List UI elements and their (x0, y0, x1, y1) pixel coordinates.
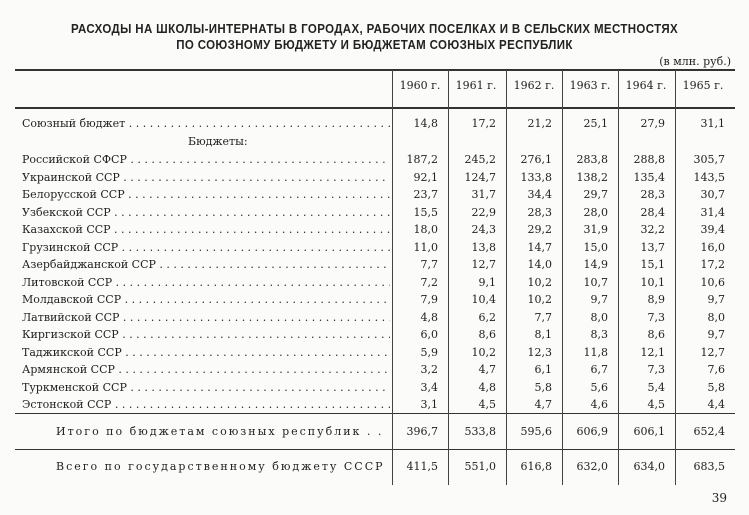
cell-value: 7,9 (420, 293, 438, 306)
page-number: 39 (711, 491, 727, 505)
total-value: 606,9 (576, 425, 608, 438)
total-label: Всего по государственному бюджету СССР . . . (56, 460, 390, 473)
cell-value: 10,2 (527, 275, 552, 289)
column-header: 1961 г. (455, 79, 497, 92)
column-header: 1963 г. (569, 79, 611, 92)
cell-value: 6,1 (534, 363, 552, 376)
cell-value: 92,1 (413, 170, 438, 184)
cell-value: 5,4 (647, 380, 665, 394)
total-value: 616,8 (520, 460, 552, 473)
cell-value: 31,4 (700, 205, 725, 219)
cell-value: 6,7 (590, 363, 608, 376)
total-value: 411,5 (406, 460, 438, 473)
total-value: 396,7 (406, 425, 438, 438)
cell-value: 25,1 (583, 117, 608, 130)
column-divider (448, 70, 449, 485)
cell-value: 143,5 (693, 170, 725, 184)
row-label: Казахской ССР . . . (22, 223, 390, 236)
cell-value: 135,4 (633, 170, 665, 184)
cell-value: 138,2 (576, 170, 608, 184)
cell-value: 8,3 (590, 328, 608, 341)
column-header: 1960 г. (399, 79, 441, 92)
column-header: 1962 г. (513, 79, 555, 92)
row-label: Азербайджанской ССР . . . (22, 258, 390, 271)
cell-value: 17,2 (471, 117, 496, 130)
cell-value: 14,7 (527, 240, 552, 254)
cell-value: 6,0 (420, 328, 438, 341)
cell-value: 12,3 (527, 345, 552, 359)
cell-value: 12,1 (640, 345, 665, 359)
cell-value: 13,8 (471, 240, 496, 254)
cell-value: 4,7 (478, 363, 496, 376)
cell-value: 8,1 (534, 328, 552, 341)
cell-value: 27,9 (640, 117, 665, 130)
cell-value: 15,5 (413, 205, 438, 219)
row-label: Молдавской ССР . . . (22, 293, 390, 306)
cell-value: 7,3 (647, 310, 665, 324)
cell-value: 14,8 (413, 117, 438, 130)
cell-value: 29,2 (527, 223, 552, 236)
title-line-1: РАСХОДЫ НА ШКОЛЫ-ИНТЕРНАТЫ В ГОРОДАХ, РАБОЧИХ ПОСЕЛКАХ И В СЕЛЬСКИХ МЕСТНОСТЯХ (70, 22, 679, 36)
cell-value: 133,8 (520, 170, 552, 184)
cell-value: 11,0 (413, 240, 438, 254)
cell-value: 10,4 (471, 293, 496, 306)
cell-value: 14,9 (583, 258, 608, 271)
header-rule (15, 107, 735, 109)
cell-value: 15,0 (583, 240, 608, 254)
cell-value: 9,7 (707, 293, 725, 306)
cell-value: 305,7 (693, 153, 725, 166)
cell-value: 4,6 (590, 398, 608, 411)
column-divider (618, 70, 619, 485)
cell-value: 13,7 (640, 240, 665, 254)
cell-value: 9,7 (590, 293, 608, 306)
row-label: Литовской ССР . . . (22, 276, 390, 289)
cell-value: 187,2 (406, 153, 438, 166)
total-rule (15, 449, 735, 450)
row-label: Союзный бюджет . . . (22, 117, 390, 130)
cell-value: 4,5 (478, 398, 496, 411)
total-value: 683,5 (693, 460, 725, 473)
cell-value: 4,8 (478, 380, 496, 394)
row-label: Украинской ССР . . . (22, 171, 390, 184)
cell-value: 12,7 (700, 345, 725, 359)
total-value: 551,0 (464, 460, 496, 473)
column-divider (506, 70, 507, 485)
cell-value: 124,7 (464, 170, 496, 184)
cell-value: 3,1 (420, 398, 438, 411)
row-label: Российской СФСР . . . (22, 153, 390, 166)
total-value: 652,4 (693, 425, 725, 438)
cell-value: 3,2 (420, 363, 438, 376)
cell-value: 24,3 (471, 223, 496, 236)
cell-value: 28,4 (640, 205, 665, 219)
cell-value: 8,6 (478, 328, 496, 341)
cell-value: 28,0 (583, 205, 608, 219)
cell-value: 5,8 (707, 380, 725, 394)
total-value: 634,0 (633, 460, 665, 473)
cell-value: 283,8 (576, 153, 608, 166)
cell-value: 5,6 (590, 380, 608, 394)
cell-value: 3,4 (420, 380, 438, 394)
cell-value: 4,8 (420, 310, 438, 324)
total-value: 632,0 (576, 460, 608, 473)
cell-value: 31,9 (583, 223, 608, 236)
cell-value: 4,5 (647, 398, 665, 411)
cell-value: 4,7 (534, 398, 552, 411)
cell-value: 28,3 (527, 205, 552, 219)
cell-value: 7,7 (420, 258, 438, 271)
row-label: Грузинской ССР . . . (22, 241, 390, 254)
cell-value: 10,1 (640, 275, 665, 289)
cell-value: 31,7 (471, 188, 496, 201)
cell-value: 10,2 (527, 293, 552, 306)
cell-value: 21,2 (527, 117, 552, 130)
total-value: 533,8 (464, 425, 496, 438)
cell-value: 245,2 (464, 153, 496, 166)
cell-value: 17,2 (700, 258, 725, 271)
cell-value: 22,9 (471, 205, 496, 219)
total-value: 606,1 (633, 425, 665, 438)
cell-value: 7,7 (534, 310, 552, 324)
cell-value: 31,1 (700, 117, 725, 130)
row-label: Узбекской ССР . . . (22, 206, 390, 219)
cell-value: 16,0 (700, 240, 725, 254)
cell-value: 15,1 (640, 258, 665, 271)
cell-value: 8,6 (647, 328, 665, 341)
cell-value: 8,0 (707, 310, 725, 324)
row-label: Латвийской ССР . . . (22, 311, 390, 324)
total-label: Итого по бюджетам союзных республик . . . (56, 425, 390, 438)
cell-value: 30,7 (700, 188, 725, 201)
cell-value: 5,8 (534, 380, 552, 394)
cell-value: 23,7 (413, 188, 438, 201)
total-value: 595,6 (520, 425, 552, 438)
cell-value: 5,9 (420, 345, 438, 359)
cell-value: 7,3 (647, 363, 665, 376)
cell-value: 9,1 (478, 275, 496, 289)
cell-value: 288,8 (633, 153, 665, 166)
units-note: (в млн. руб.) (659, 55, 731, 68)
cell-value: 14,0 (527, 258, 552, 271)
cell-value: 10,2 (471, 345, 496, 359)
subtotal-rule (15, 413, 735, 414)
table-top-rule (15, 69, 735, 71)
row-label: Эстонской ССР . . . (22, 398, 390, 411)
cell-value: 10,6 (700, 275, 725, 289)
cell-value: 10,7 (583, 275, 608, 289)
cell-value: 34,4 (527, 188, 552, 201)
column-divider (675, 70, 676, 485)
column-divider (392, 70, 393, 485)
row-label: Белорусской ССР . . . (22, 188, 390, 201)
cell-value: 7,2 (420, 275, 438, 289)
title-line-2: ПО СОЮЗНОМУ БЮДЖЕТУ И БЮДЖЕТАМ СОЮЗНЫХ РЕСПУБЛИК (176, 38, 573, 52)
cell-value: 7,6 (707, 363, 725, 376)
cell-value: 6,2 (478, 310, 496, 324)
cell-value: 28,3 (640, 188, 665, 201)
cell-value: 18,0 (413, 223, 438, 236)
cell-value: 32,2 (640, 223, 665, 236)
cell-value: 12,7 (471, 258, 496, 271)
row-label: Киргизской ССР . . . (22, 328, 390, 341)
column-divider (562, 70, 563, 485)
cell-value: 8,0 (590, 310, 608, 324)
row-label: Армянской ССР . . . (22, 363, 390, 376)
subheader: Бюджеты: (188, 135, 248, 148)
cell-value: 8,9 (647, 293, 665, 306)
row-label: Таджикской ССР . . . (22, 346, 390, 359)
cell-value: 276,1 (520, 153, 552, 166)
cell-value: 11,8 (583, 345, 608, 359)
cell-value: 29,7 (583, 188, 608, 201)
column-header: 1964 г. (625, 79, 667, 92)
column-header: 1965 г. (682, 79, 724, 92)
cell-value: 39,4 (700, 223, 725, 236)
cell-value: 4,4 (707, 398, 725, 411)
row-label: Туркменской ССР . . . (22, 381, 390, 394)
cell-value: 9,7 (707, 328, 725, 341)
